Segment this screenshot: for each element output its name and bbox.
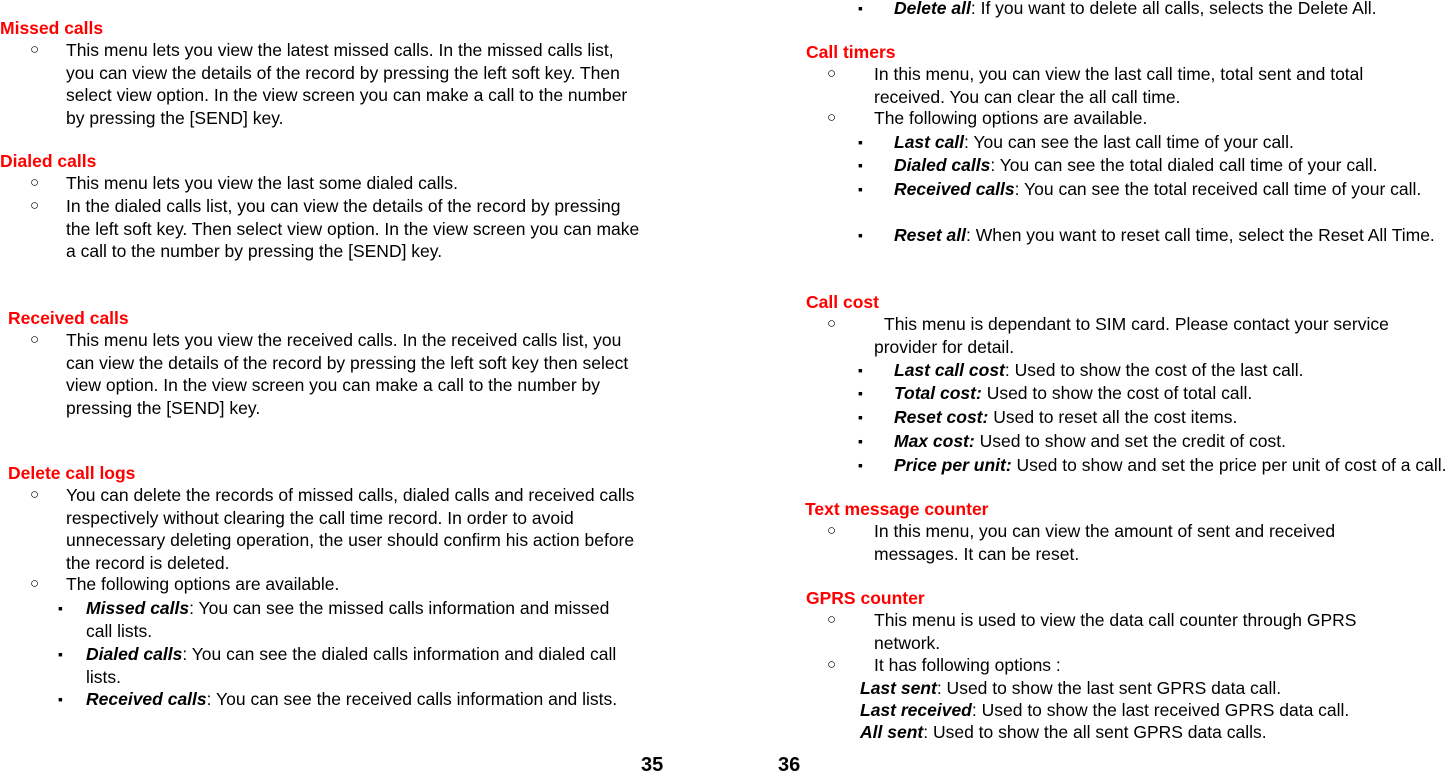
circle-bullet-icon: ○: [827, 65, 837, 82]
circle-bullet-icon: ○: [30, 575, 40, 592]
square-bullet-icon: ▪: [858, 409, 863, 425]
page-36: ▪ Delete all: If you want to delete all calls, selects the Delete All. Call timers ○ In this menu, you can view the last call time, total sent and total received. You can clear the all call time. ○ The following options are available. ▪ Last call: You can see the last call time of your call. ▪ Dialed calls: You can see the total dialed call time of your call. ▪ Received calls: You can see the total received call time of your call. ▪ Reset all: When you want to reset call time, select the Reset All Time. Call cost ○ This menu is dependant to SIM card. Please contact your service provider for detail. ▪ Last call cost: Used to show the cost of the last call. ▪ Total cost: Used to show the cost of total call. ▪ Reset cost: Used to reset all the cost items. ▪ Max cost: Used to show and set the credit of cost. ▪ Price per unit: Used to show and set the price per unit of cost of a call. Text message counter ○ In this menu, you can view the amount of sent and received messages. It can be reset. GPRS counter ○ This menu is used to view the data call counter through GPRS network. ○ It has following options : Last sent: Used to show the last sent GPRS data call. Last received: Used to show the last received GPRS data call. All sent: Used to show the all sent GPRS data calls.: [800, 0, 1449, 773]
square-bullet-icon: ▪: [58, 646, 63, 662]
heading-text-message-counter: Text message counter: [805, 499, 989, 519]
square-bullet-icon: ▪: [858, 457, 863, 473]
square-bullet-icon: ▪: [858, 385, 863, 401]
heading-call-timers: Call timers: [806, 42, 896, 62]
square-bullet-icon: ▪: [858, 134, 863, 150]
square-bullet-icon: ▪: [858, 0, 863, 16]
page-35: Missed calls ○ This menu lets you view the latest missed calls. In the missed calls list, you can view the details of the record by pressing the left soft key. Then select view option. In the view screen you can make a call to the number by pressing the [SEND] key. Dialed calls ○ This menu lets you view the last some dialed calls. ○ In the dialed calls list, you can view the details of the record by pressing the left soft key. Then select view option. In the view screen you can make a call to the number by pressing the [SEND] key. Received calls ○ This menu lets you view the received calls. In the received calls list, you can view the details of the record by pressing the left soft key then select view option. In the view screen you can make a call to the number by pressing the [SEND] key. Delete call logs ○ You can delete the records of missed calls, dialed calls and received calls respectively without clearing the call time record. In order to avoid unnecessary deleting operation, the user should confirm his action before the record is deleted. ○ The following options are available. ▪ Missed calls: You can see the missed calls information and missed call lists. ▪ Dialed calls: You can see the dialed calls information and dialed call lists. ▪ Received calls: You can see the received calls information and lists.: [0, 18, 640, 709]
circle-bullet-icon: ○: [30, 197, 40, 214]
heading-dialed-calls: Dialed calls: [0, 151, 97, 171]
heading-received-calls: Received calls: [8, 308, 129, 328]
circle-bullet-icon: ○: [827, 315, 837, 332]
heading-missed-calls: Missed calls: [0, 18, 104, 38]
circle-bullet-icon: ○: [827, 109, 837, 126]
list-item: Last received: Used to show the last received GPRS data call.: [860, 700, 1350, 720]
circle-bullet-icon: ○: [827, 522, 837, 539]
square-bullet-icon: ▪: [858, 157, 863, 173]
square-bullet-icon: ▪: [58, 600, 63, 616]
circle-bullet-icon: ○: [30, 486, 40, 503]
circle-bullet-icon: ○: [827, 656, 837, 673]
heading-delete-call-logs: Delete call logs: [8, 463, 136, 483]
circle-bullet-icon: ○: [30, 331, 40, 348]
list-item: All sent: Used to show the all sent GPRS data calls.: [860, 722, 1267, 742]
square-bullet-icon: ▪: [858, 227, 863, 243]
square-bullet-icon: ▪: [858, 362, 863, 378]
square-bullet-icon: ▪: [858, 181, 863, 197]
heading-call-cost: Call cost: [806, 292, 879, 312]
heading-gprs-counter: GPRS counter: [806, 588, 925, 608]
circle-bullet-icon: ○: [30, 41, 40, 58]
page-number-35: 35: [641, 754, 664, 776]
list-item: Last sent: Used to show the last sent GPRS data call.: [860, 678, 1282, 698]
square-bullet-icon: ▪: [858, 433, 863, 449]
circle-bullet-icon: ○: [30, 174, 40, 191]
square-bullet-icon: ▪: [58, 691, 63, 707]
circle-bullet-icon: ○: [827, 611, 837, 628]
page-number-36: 36: [778, 754, 801, 776]
